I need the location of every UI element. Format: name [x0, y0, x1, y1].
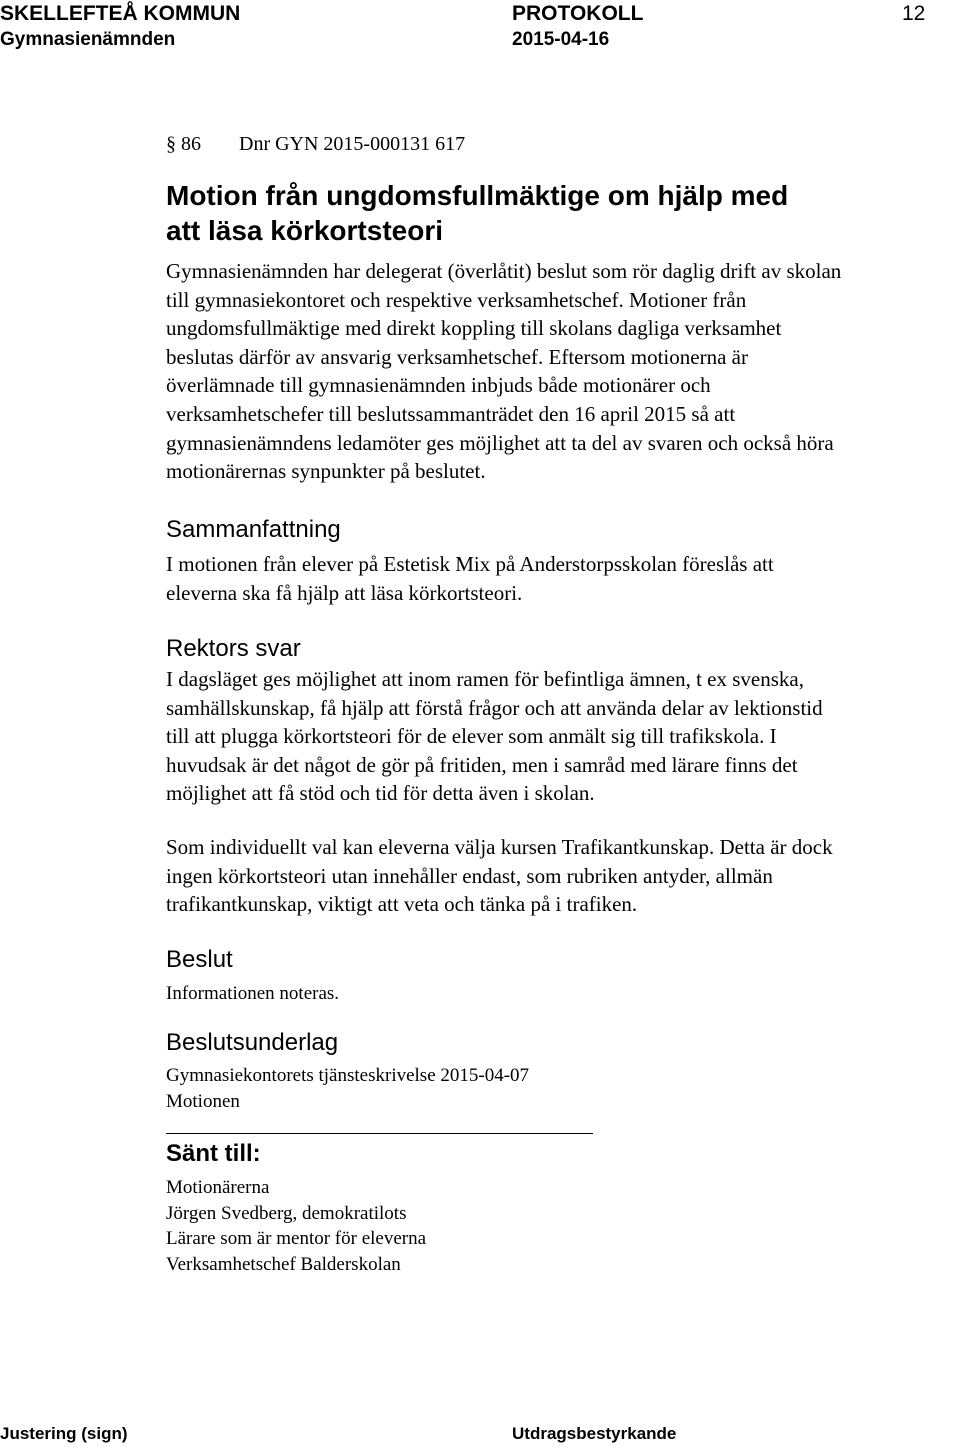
text-line: I dagsläget ges möjlighet att inom ramen för befintliga ämnen, t ex svenska,	[166, 667, 804, 691]
org-name: SKELLEFTEÅ KOMMUN	[0, 2, 241, 25]
list-item: Jörgen Svedberg, demokratilots	[166, 1202, 407, 1224]
meeting-date: 2015-04-16	[512, 29, 610, 50]
principal-heading: Rektors svar	[166, 635, 301, 662]
text-line: ingen körkortsteori utan innehåller endast, som rubriken antyder, allmän	[166, 863, 773, 888]
text-line: ungdomsfullmäktige med direkt koppling till skolans dagliga verksamhet	[166, 316, 782, 341]
sent-to-list	[166, 1175, 426, 1277]
text-line: samhällskunskap, få hjälp att förstå frågor och att använda delar av lektionstid	[166, 695, 823, 720]
text-line: huvudsak är det något de gör på fritiden, men i samråd med lärare finns det	[166, 752, 798, 777]
footer-justering: Justering (sign)	[0, 1424, 128, 1443]
text-line: Som individuellt val kan eleverna välja kursen Trafikantkunskap. Detta är dock	[166, 835, 833, 859]
sent-to-heading: Sänt till:	[166, 1140, 261, 1167]
paragraph-number: § 86	[166, 133, 201, 155]
title-line: att läsa körkortsteori	[166, 215, 443, 246]
principal-paragraph-1	[166, 665, 956, 808]
page-title	[166, 178, 788, 248]
text-line: Gymnasienämnden har delegerat (överlåtit) beslut som rör daglig drift av skolan	[166, 259, 842, 283]
committee-name: Gymnasienämnden	[0, 29, 176, 50]
text-line: gymnasienämndens ledamöter ges möjlighet att ta del av svaren och också höra	[166, 430, 834, 455]
list-item: Motionen	[166, 1090, 240, 1112]
list-item: Motionärerna	[166, 1177, 270, 1198]
text-line: till att plugga körkortsteori för de elever som anmält sig till trafikskola. I	[166, 724, 777, 749]
case-reference	[166, 130, 956, 159]
basis-heading: Beslutsunderlag	[166, 1029, 339, 1056]
text-line: överlämnade till gymnasienämnden inbjuds både motionärer och	[166, 373, 711, 398]
summary-paragraph	[166, 550, 956, 607]
text-line: beslutas därför av ansvarig verksamhetschef. Eftersom motionerna är	[166, 344, 748, 369]
summary-heading: Sammanfattning	[166, 516, 341, 543]
list-item: Lärare som är mentor för eleverna	[166, 1228, 427, 1249]
text-line: trafikantkunskap, viktigt att veta och tänka på i trafiken.	[166, 892, 638, 917]
footer-utdragsbestyrkande: Utdragsbestyrkande	[512, 1424, 677, 1443]
basis-list	[166, 1063, 529, 1114]
dnr: Dnr GYN 2015-000131 617	[239, 133, 466, 155]
text-line: möjlighet att få stöd och tid för detta även i skolan.	[166, 781, 595, 806]
decision-text: Informationen noteras.	[166, 983, 340, 1004]
text-line: till gymnasiekontoret och respektive verksamhetschef. Motioner från	[166, 287, 747, 312]
page-number: 12	[902, 2, 926, 25]
text-line: motionärernas synpunkter på beslutet.	[166, 459, 486, 484]
intro-paragraph	[166, 257, 956, 486]
separator-line	[166, 1133, 593, 1134]
list-item: Gymnasiekontorets tjänsteskrivelse 2015-04-07	[166, 1065, 530, 1086]
decision-heading: Beslut	[166, 946, 233, 973]
text-line: eleverna ska få hjälp att läsa körkortsteori.	[166, 580, 523, 605]
list-item: Verksamhetschef Balderskolan	[166, 1253, 401, 1275]
document-type: PROTOKOLL	[512, 2, 644, 25]
text-line: verksamhetschefer till beslutssammanträdet den 16 april 2015 så att	[166, 401, 736, 426]
principal-paragraph-2	[166, 833, 956, 919]
text-line: I motionen från elever på Estetisk Mix på Anderstorpsskolan föreslås att	[166, 552, 774, 576]
title-line: Motion från ungdomsfullmäktige om hjälp med	[166, 180, 789, 211]
